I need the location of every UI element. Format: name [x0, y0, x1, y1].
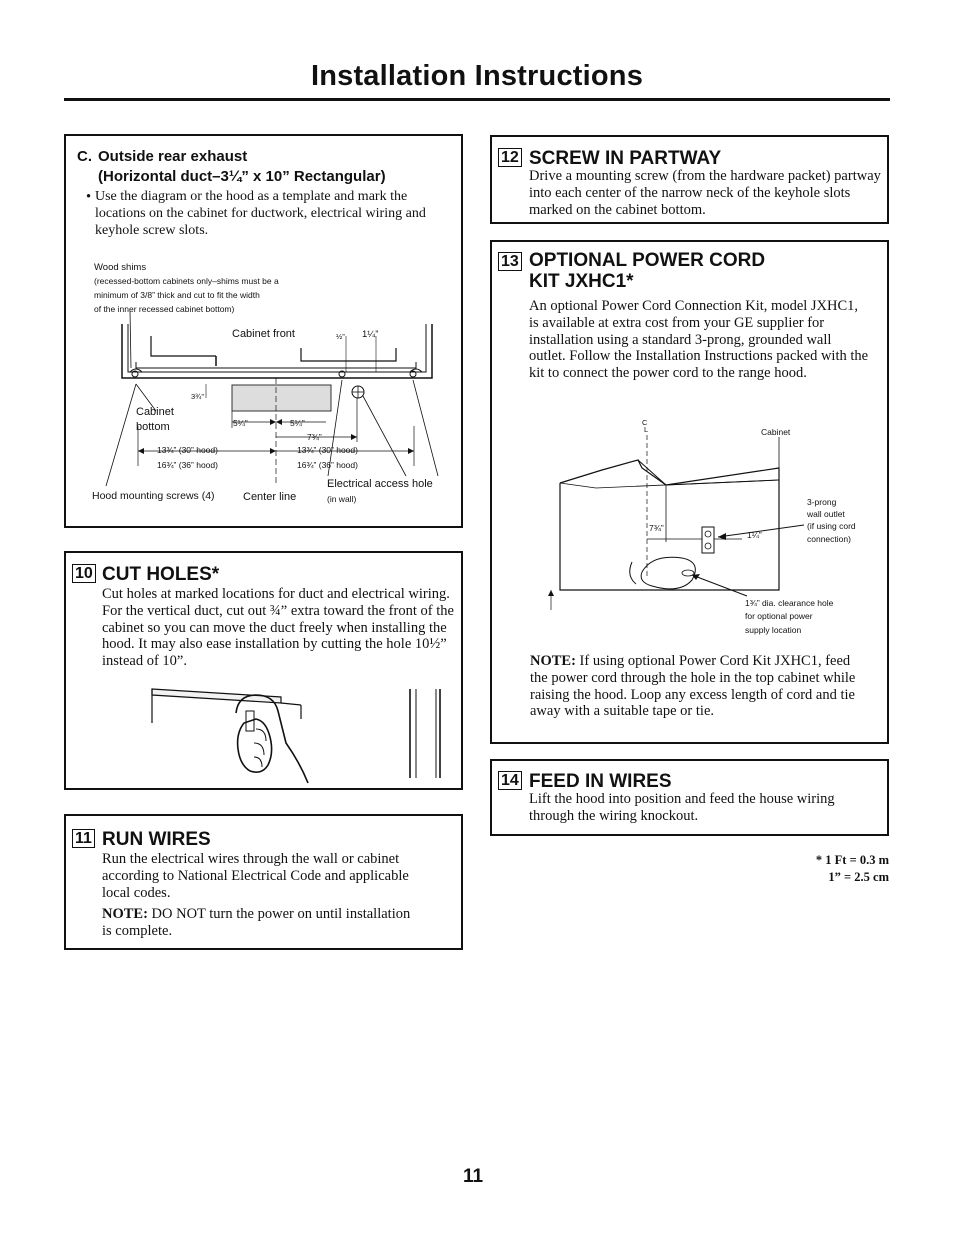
step-10-text: Cut holes at marked locations for duct and electrical wiring. For the vertical duct, cut out ¾” extra toward the front of the cabinet so you can move the duct freely when installing the hood. It may also ease installation by cutting the hole 10½” instead of 10”.	[102, 586, 454, 670]
step-13-box	[490, 240, 889, 744]
outlet-label-1: 3-prong	[807, 497, 837, 507]
outlet-label-3: (if using cord	[807, 521, 856, 531]
footnote-line-2: 1” = 2.5 cm	[828, 870, 889, 884]
wood-shims-note-1: (recessed-bottom cabinets only–shims must be a	[94, 276, 279, 286]
in-wall-label: (in wall)	[327, 494, 357, 504]
electrical-hole-label: Electrical access hole	[327, 478, 433, 490]
step-10-box	[64, 551, 463, 790]
cabinet-bottom-2: bottom	[136, 421, 170, 433]
footnote-line-1: * 1 Ft = 0.3 m	[815, 853, 889, 867]
page-number: 11	[463, 1166, 484, 1187]
step-13-number: 13	[498, 252, 522, 271]
outlet-label-2: wall outlet	[807, 509, 845, 519]
step-14-text: Lift the hood into position and feed the house wiring through the wiring knockout.	[529, 791, 835, 824]
step-13-note-label: NOTE:	[530, 653, 576, 669]
step-13-note-text: If using optional Power Cord Kit JXHC1, feed the power cord through the hole in the top cabinet while raising the hood. Loop any excess length of cord and tie away with a suitable tape or tie.	[530, 653, 856, 720]
centerline-c: C	[642, 418, 648, 427]
step-13-text: An optional Power Cord Connection Kit, model JXHC1, is available at extra cost from your GE supplier for installation using a standard 3-prong, grounded wall outlet. Follow the Installation Instructions packed with the kit to connect the power cord to the range hood.	[529, 298, 869, 382]
step-10-heading: CUT HOLES*	[102, 564, 220, 585]
step-14-number: 14	[498, 771, 522, 790]
step-13-note	[530, 653, 870, 720]
hood-screws-label: Hood mounting screws (4)	[92, 490, 215, 502]
dim-right-36: 16¾” (36” hood)	[297, 460, 358, 470]
dim-7-3-4: 7¾”	[307, 432, 322, 442]
step-11-note-text: DO NOT turn the power on until installation is complete.	[102, 906, 411, 939]
title-rule	[64, 98, 890, 101]
hole-label-3: supply location	[745, 625, 802, 635]
center-line-label: Center line	[243, 491, 297, 503]
step-11-box	[64, 814, 463, 950]
dim-left-30: 13¾” (30” hood)	[157, 445, 218, 455]
step-11-number-wrap	[72, 829, 95, 848]
cut-holes-illustration	[66, 553, 465, 792]
section-c-letter: C.	[77, 148, 92, 165]
step-11-number: 11	[72, 829, 95, 848]
step-11-note	[102, 906, 422, 940]
step-12-number-wrap	[498, 148, 522, 167]
cabinet-bottom-1: Cabinet	[136, 406, 174, 418]
dim-7-3-4-b: 7¾”	[649, 523, 664, 533]
bullet-mark: •	[86, 189, 92, 205]
conversion-footnote	[816, 852, 889, 886]
section-c-heading-1: Outside rear exhaust	[98, 148, 248, 165]
page-title: Installation Instructions	[310, 60, 644, 92]
step-12-text: Drive a mounting screw (from the hardware packet) partway into each center of the narrow neck of the keyhole slots marked on the cabinet bottom.	[529, 168, 881, 218]
ductwork-template-diagram	[66, 136, 465, 530]
step-14-heading: FEED IN WIRES	[529, 771, 672, 792]
step-13-heading-2: KIT JXHC1*	[529, 271, 634, 292]
dim-1-1-4-b: 1¼”	[747, 530, 762, 540]
step-11-text: Run the electrical wires through the wall or cabinet according to National Electrical Code and applicable local codes.	[102, 851, 409, 901]
cabinet-label: Cabinet	[761, 427, 791, 437]
dim-half: ½”	[336, 332, 345, 341]
dim-right-30: 13¾” (30” hood)	[297, 445, 358, 455]
step-11-heading: RUN WIRES	[102, 829, 211, 850]
step-10-number: 10	[72, 564, 96, 583]
section-c-heading-2: (Horizontal duct–3¼” x 10” Rectangular)	[98, 168, 386, 185]
cabinet-front-label: Cabinet front	[232, 328, 295, 340]
step-12-number: 12	[498, 148, 522, 167]
step-11-note-label: NOTE:	[102, 906, 148, 922]
hole-label-2: for optional power	[745, 611, 813, 621]
wood-shims-note-3: of the inner recessed cabinet bottom)	[94, 304, 235, 314]
step-13-heading-1: OPTIONAL POWER CORD	[529, 250, 766, 271]
section-c-bullet: Use the diagram or the hood as a template and mark the locations on the cabinet for ductwork, electrical wiring and keyhole screw slots.	[95, 189, 426, 238]
dim-5-1-4-right: 5¼”	[290, 418, 305, 428]
dim-1-1-4: 1¼”	[362, 329, 379, 340]
wood-shims-label: Wood shims	[94, 262, 147, 273]
step-12-box	[490, 135, 889, 224]
hole-label-1: 1¾” dia. clearance hole	[745, 598, 834, 608]
dim-5-1-4-left: 5¼”	[233, 418, 248, 428]
section-c-box	[64, 134, 463, 528]
outlet-label-4: connection)	[807, 534, 851, 544]
centerline-l: L	[644, 425, 649, 434]
dim-left-36: 16¾” (36” hood)	[157, 460, 218, 470]
step-14-number-wrap	[498, 771, 522, 790]
step-12-heading: SCREW IN PARTWAY	[529, 148, 722, 169]
dim-3-3-4: 3¾”	[191, 392, 204, 401]
wood-shims-note-2: minimum of 3/8” thick and cut to fit the width	[94, 290, 260, 300]
step-14-box	[490, 759, 889, 836]
